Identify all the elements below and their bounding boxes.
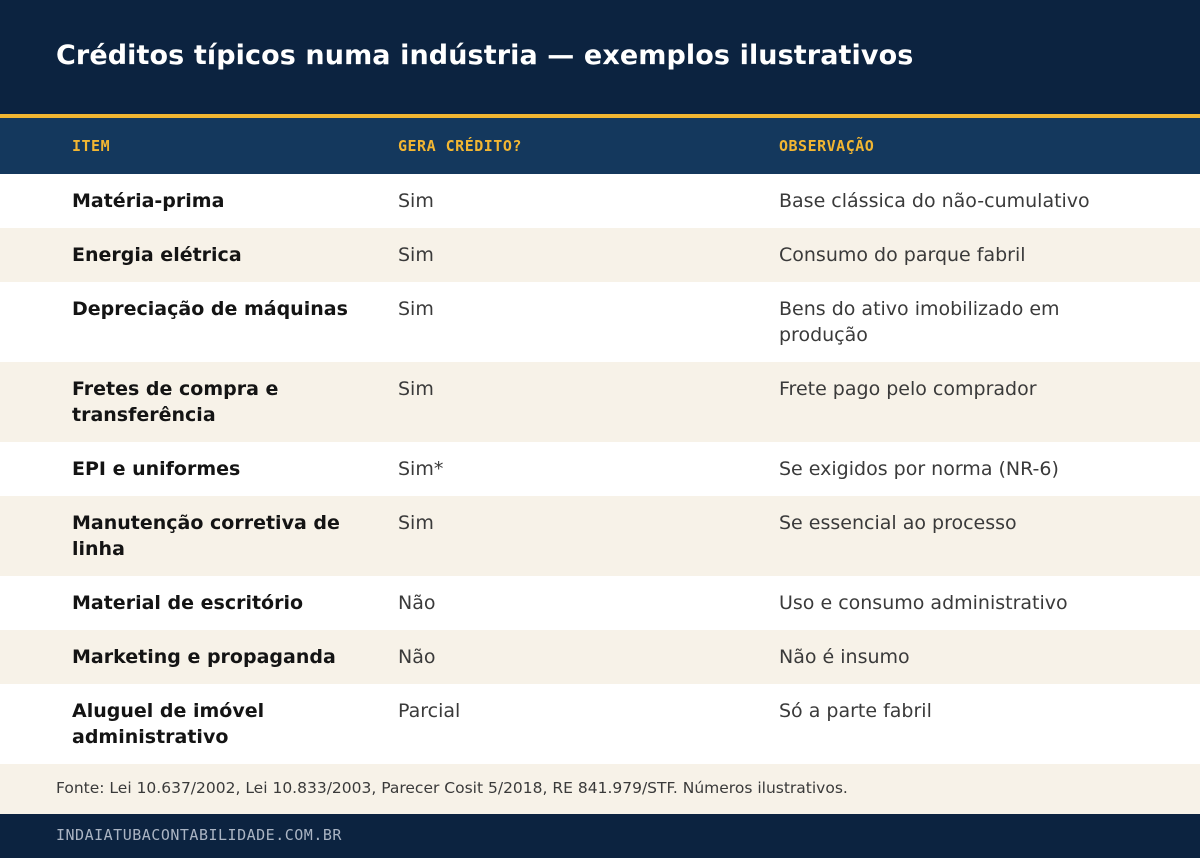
cell-observation: Se essencial ao processo <box>779 512 1017 534</box>
column-header-credit: GERA CRÉDITO? <box>398 137 522 155</box>
source-note: Fonte: Lei 10.637/2002, Lei 10.833/2003, Parecer Cosit 5/2018, RE 841.979/STF. Números ilustrativos. <box>56 779 848 797</box>
cell-credit: Sim <box>398 378 434 400</box>
cell-item: Matéria-prima <box>72 190 225 212</box>
column-header-observation: OBSERVAÇÃO <box>779 137 875 155</box>
page-title: Créditos típicos numa indústria — exemplos ilustrativos <box>56 40 914 71</box>
table-row <box>0 174 1200 228</box>
table-row <box>0 576 1200 630</box>
cell-item: Manutenção corretiva de linha <box>72 512 340 560</box>
cell-observation: Uso e consumo administrativo <box>779 592 1068 614</box>
table-row <box>0 442 1200 496</box>
cell-item: Marketing e propaganda <box>72 646 336 668</box>
table-row <box>0 362 1200 442</box>
column-header-item: ITEM <box>72 137 111 155</box>
cell-credit: Sim <box>398 512 434 534</box>
cell-credit: Parcial <box>398 700 461 722</box>
website-link[interactable]: INDAIATUBACONTABILIDADE.COM.BR <box>56 826 342 844</box>
table-row <box>0 228 1200 282</box>
cell-observation: Bens do ativo imobilizado em produção <box>779 298 1060 346</box>
cell-credit: Sim <box>398 244 434 266</box>
table-row <box>0 496 1200 576</box>
cell-credit: Não <box>398 646 436 668</box>
cell-credit: Sim <box>398 298 434 320</box>
table-row <box>0 684 1200 764</box>
cell-observation: Se exigidos por norma (NR-6) <box>779 458 1059 480</box>
cell-observation: Não é insumo <box>779 646 910 668</box>
table-header <box>0 118 1200 174</box>
cell-item: EPI e uniformes <box>72 458 241 480</box>
cell-credit: Sim* <box>398 458 444 480</box>
cell-credit: Não <box>398 592 436 614</box>
cell-item: Fretes de compra e transferência <box>72 378 279 426</box>
cell-item: Depreciação de máquinas <box>72 298 348 320</box>
table-row <box>0 282 1200 362</box>
page-footer <box>0 814 1200 858</box>
cell-credit: Sim <box>398 190 434 212</box>
cell-observation: Só a parte fabril <box>779 700 932 722</box>
cell-item: Aluguel de imóvel administrativo <box>72 700 265 748</box>
cell-item: Material de escritório <box>72 592 304 614</box>
cell-item: Energia elétrica <box>72 244 242 266</box>
cell-observation: Consumo do parque fabril <box>779 244 1026 266</box>
table-body <box>0 174 1200 764</box>
table-row <box>0 630 1200 684</box>
cell-observation: Frete pago pelo comprador <box>779 378 1037 400</box>
page-header <box>0 0 1200 114</box>
cell-observation: Base clássica do não-cumulativo <box>779 190 1090 212</box>
